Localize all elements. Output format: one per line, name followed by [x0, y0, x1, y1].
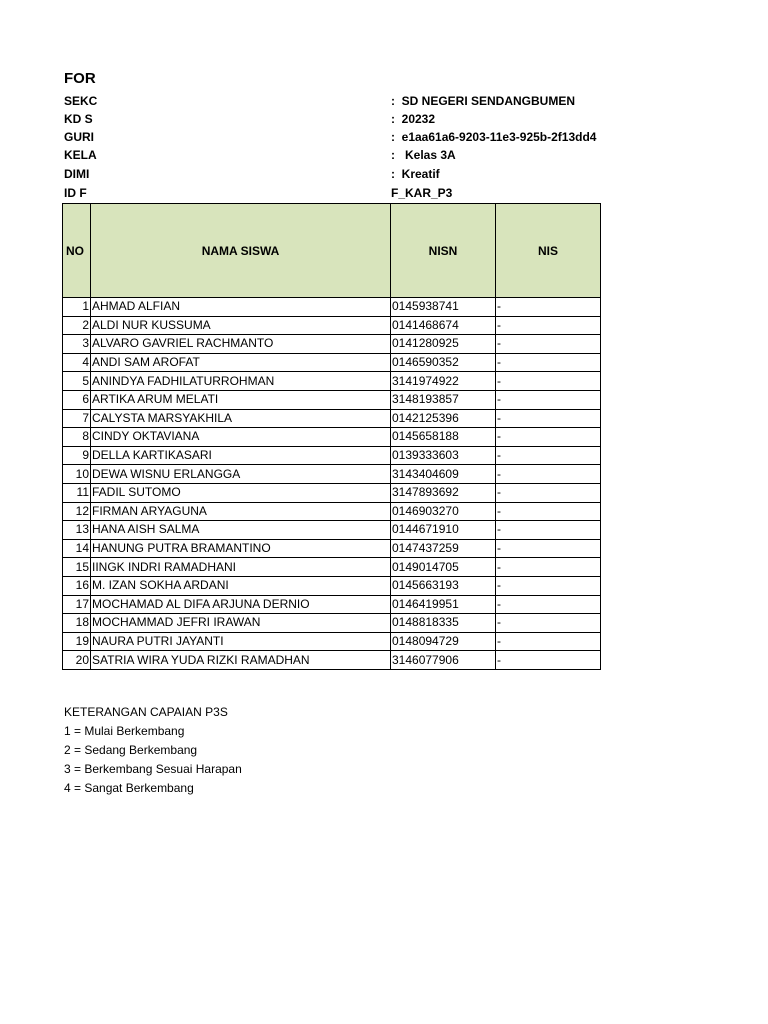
table-row — [63, 539, 601, 558]
student-nis: - — [496, 465, 601, 484]
student-nisn: 0146590352 — [391, 353, 496, 372]
student-name: ARTIKA ARUM MELATI — [91, 390, 391, 409]
legend-title: KETERANGAN CAPAIAN P3S — [64, 705, 228, 719]
meta-label-class: KELA — [64, 148, 97, 162]
table-header-row — [63, 204, 601, 298]
meta-value-school-code: : 20232 — [391, 112, 436, 126]
student-nisn: 0144671910 — [391, 521, 496, 540]
student-nisn: 3143404609 — [391, 465, 496, 484]
table-row — [63, 576, 601, 595]
student-name: MOCHAMAD AL DIFA ARJUNA DERNIO — [91, 595, 391, 614]
student-table — [62, 203, 601, 670]
table-row — [63, 465, 601, 484]
student-name: ALDI NUR KUSSUMA — [91, 316, 391, 335]
student-nisn: 0148094729 — [391, 632, 496, 651]
table-row — [63, 372, 601, 391]
row-number: 19 — [63, 632, 91, 651]
row-number: 17 — [63, 595, 91, 614]
meta-label-school-code: KD S — [64, 112, 93, 126]
meta-value-teacher: : e1aa61a6-9203-11e3-925b-2f13dd4 — [391, 130, 597, 144]
meta-value-form-id: F_KAR_P3 — [391, 186, 453, 200]
student-name: DEWA WISNU ERLANGGA — [91, 465, 391, 484]
student-name: DELLA KARTIKASARI — [91, 446, 391, 465]
student-nisn: 0145658188 — [391, 428, 496, 447]
legend-item: 4 = Sangat Berkembang — [64, 781, 194, 795]
row-number: 20 — [63, 651, 91, 670]
row-number: 10 — [63, 465, 91, 484]
student-name: FADIL SUTOMO — [91, 483, 391, 502]
student-name: MOCHAMMAD JEFRI IRAWAN — [91, 614, 391, 633]
table-row — [63, 502, 601, 521]
form-title: FOR — [64, 70, 96, 87]
student-nisn: 0139333603 — [391, 446, 496, 465]
student-name: HANA AISH SALMA — [91, 521, 391, 540]
table-row — [63, 595, 601, 614]
student-nisn: 0142125396 — [391, 409, 496, 428]
student-nis: - — [496, 483, 601, 502]
row-number: 2 — [63, 316, 91, 335]
student-nis: - — [496, 372, 601, 391]
student-name: CALYSTA MARSYAKHILA — [91, 409, 391, 428]
student-nis: - — [496, 335, 601, 354]
student-nis: - — [496, 446, 601, 465]
student-nisn: 0146903270 — [391, 502, 496, 521]
student-nis: - — [496, 595, 601, 614]
legend-item: 1 = Mulai Berkembang — [64, 724, 185, 738]
row-number: 9 — [63, 446, 91, 465]
table-row — [63, 521, 601, 540]
table-row — [63, 483, 601, 502]
header-student-name: NAMA SISWA — [91, 204, 391, 298]
table-body — [63, 298, 601, 670]
row-number: 6 — [63, 390, 91, 409]
achievement-legend — [64, 703, 242, 798]
student-nis: - — [496, 651, 601, 670]
meta-label-form-id: ID F — [64, 186, 87, 200]
table-row — [63, 558, 601, 577]
student-nis: - — [496, 576, 601, 595]
student-nis: - — [496, 614, 601, 633]
table-row — [63, 298, 601, 317]
table-row — [63, 632, 601, 651]
student-nis: - — [496, 521, 601, 540]
student-nisn: 3148193857 — [391, 390, 496, 409]
table-row — [63, 316, 601, 335]
student-name: IINGK INDRI RAMADHANI — [91, 558, 391, 577]
meta-label-dimension: DIMI — [64, 167, 90, 181]
header-nis: NIS — [496, 204, 601, 298]
table-row — [63, 335, 601, 354]
student-nis: - — [496, 428, 601, 447]
student-nisn: 0146419951 — [391, 595, 496, 614]
row-number: 11 — [63, 483, 91, 502]
student-nis: - — [496, 632, 601, 651]
student-name: ANDI SAM AROFAT — [91, 353, 391, 372]
student-name: ALVARO GAVRIEL RACHMANTO — [91, 335, 391, 354]
table-row — [63, 651, 601, 670]
student-nis: - — [496, 316, 601, 335]
row-number: 3 — [63, 335, 91, 354]
student-nisn: 3141974922 — [391, 372, 496, 391]
student-name: CINDY OKTAVIANA — [91, 428, 391, 447]
student-nis: - — [496, 353, 601, 372]
student-name: FIRMAN ARYAGUNA — [91, 502, 391, 521]
student-nisn: 0141468674 — [391, 316, 496, 335]
student-nisn: 0149014705 — [391, 558, 496, 577]
student-name: M. IZAN SOKHA ARDANI — [91, 576, 391, 595]
row-number: 12 — [63, 502, 91, 521]
student-name: SATRIA WIRA YUDA RIZKI RAMADHAN — [91, 651, 391, 670]
meta-label-school: SEKC — [64, 94, 98, 108]
legend-item: 2 = Sedang Berkembang — [64, 743, 198, 757]
row-number: 4 — [63, 353, 91, 372]
row-number: 13 — [63, 521, 91, 540]
student-nisn: 0148818335 — [391, 614, 496, 633]
student-nis: - — [496, 298, 601, 317]
row-number: 16 — [63, 576, 91, 595]
student-name: ANINDYA FADHILATURROHMAN — [91, 372, 391, 391]
table-row — [63, 446, 601, 465]
student-nis: - — [496, 409, 601, 428]
student-name: NAURA PUTRI JAYANTI — [91, 632, 391, 651]
header-nisn: NISN — [391, 204, 496, 298]
student-name: AHMAD ALFIAN — [91, 298, 391, 317]
student-nisn: 0147437259 — [391, 539, 496, 558]
student-nis: - — [496, 558, 601, 577]
header-no: NO — [63, 204, 91, 298]
row-number: 15 — [63, 558, 91, 577]
row-number: 5 — [63, 372, 91, 391]
student-nisn: 0145663193 — [391, 576, 496, 595]
meta-value-class: : Kelas 3A — [391, 148, 456, 162]
table-row — [63, 428, 601, 447]
student-nis: - — [496, 390, 601, 409]
student-nisn: 0141280925 — [391, 335, 496, 354]
row-number: 1 — [63, 298, 91, 317]
legend-item: 3 = Berkembang Sesuai Harapan — [64, 762, 242, 776]
meta-value-school: : SD NEGERI SENDANGBUMEN — [391, 94, 576, 108]
student-nis: - — [496, 502, 601, 521]
row-number: 18 — [63, 614, 91, 633]
row-number: 8 — [63, 428, 91, 447]
student-nisn: 3146077906 — [391, 651, 496, 670]
student-nis: - — [496, 539, 601, 558]
table-row — [63, 614, 601, 633]
meta-label-teacher: GURI — [64, 130, 94, 144]
table-row — [63, 353, 601, 372]
meta-value-dimension: : Kreatif — [391, 167, 440, 181]
row-number: 14 — [63, 539, 91, 558]
table-row — [63, 409, 601, 428]
table-row — [63, 390, 601, 409]
student-name: HANUNG PUTRA BRAMANTINO — [91, 539, 391, 558]
row-number: 7 — [63, 409, 91, 428]
student-nisn: 3147893692 — [391, 483, 496, 502]
student-nisn: 0145938741 — [391, 298, 496, 317]
